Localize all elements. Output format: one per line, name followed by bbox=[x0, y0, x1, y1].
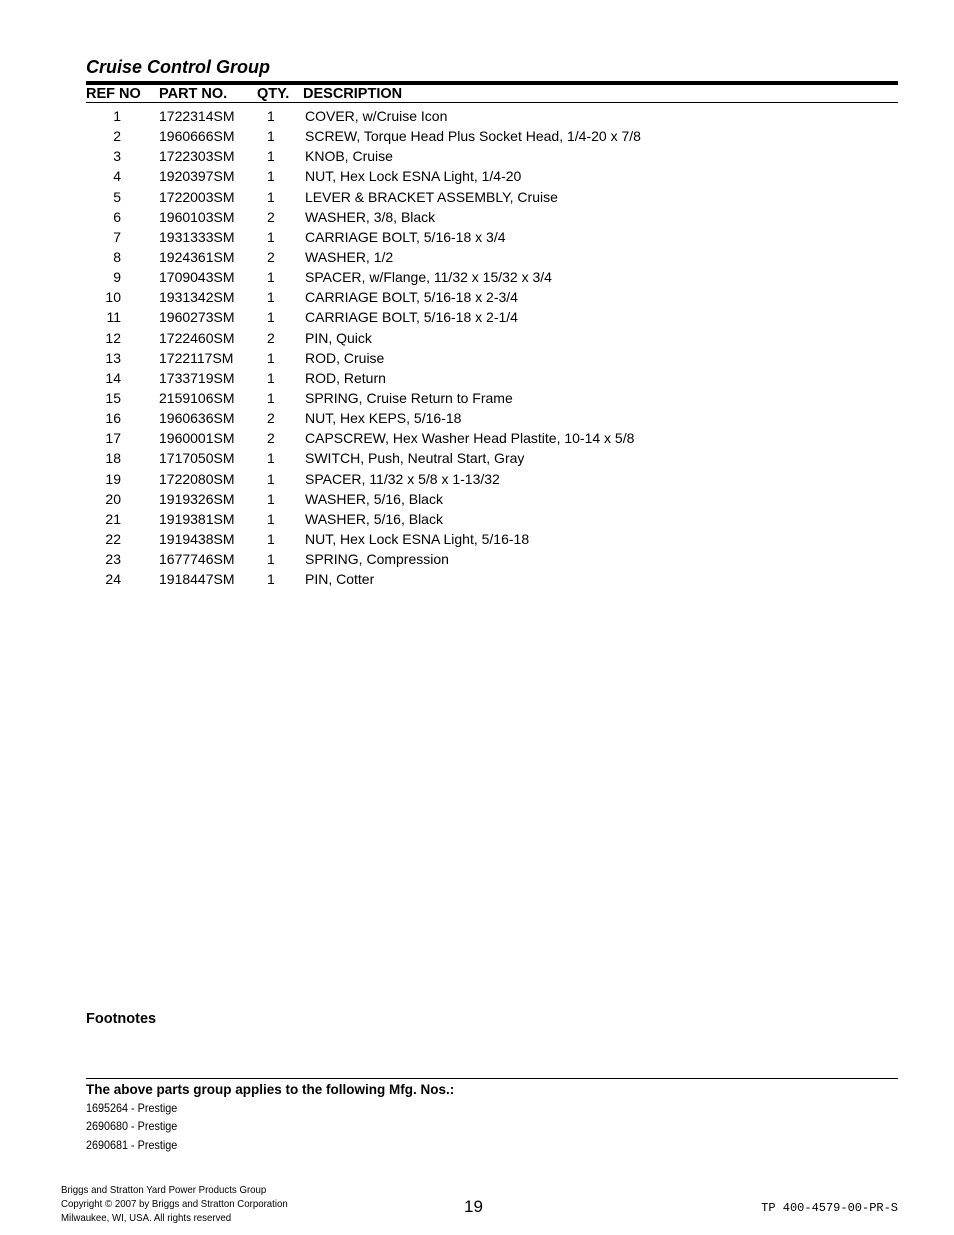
qty-cell: 2 bbox=[267, 430, 275, 447]
table-row bbox=[0, 529, 954, 549]
qty-cell: 1 bbox=[267, 269, 275, 286]
ref-no-cell: 12 bbox=[105, 329, 121, 346]
ref-no-cell: 4 bbox=[113, 168, 121, 185]
part-no-cell: 1920397SM bbox=[159, 168, 235, 185]
description-cell: PIN, Quick bbox=[305, 329, 372, 346]
table-row bbox=[0, 307, 954, 327]
part-no-cell: 1919438SM bbox=[159, 530, 235, 547]
parts-table bbox=[0, 106, 954, 589]
qty-cell: 1 bbox=[267, 148, 275, 165]
ref-no-cell: 5 bbox=[113, 188, 121, 205]
table-row bbox=[0, 126, 954, 146]
mfg-list bbox=[86, 1099, 187, 1154]
table-row bbox=[0, 509, 954, 529]
ref-no-cell: 3 bbox=[113, 148, 121, 165]
mfg-item: 1695264 - Prestige bbox=[86, 1101, 178, 1115]
ref-no-cell: 20 bbox=[105, 490, 121, 507]
description-cell: WASHER, 5/16, Black bbox=[305, 490, 443, 507]
qty-cell: 1 bbox=[267, 389, 275, 406]
table-row bbox=[0, 106, 954, 126]
description-cell: LEVER & BRACKET ASSEMBLY, Cruise bbox=[305, 188, 558, 205]
ref-no-cell: 9 bbox=[113, 269, 121, 286]
description-cell: SPACER, 11/32 x 5/8 x 1-13/32 bbox=[305, 470, 500, 487]
part-no-cell: 1919326SM bbox=[159, 490, 235, 507]
description-cell: SPRING, Compression bbox=[305, 551, 449, 568]
part-no-cell: 1722003SM bbox=[159, 188, 235, 205]
ref-no-cell: 19 bbox=[105, 470, 121, 487]
part-no-cell: 2159106SM bbox=[159, 389, 235, 406]
table-row bbox=[0, 247, 954, 267]
part-no-cell: 1919381SM bbox=[159, 510, 235, 527]
part-no-cell: 1717050SM bbox=[159, 450, 235, 467]
ref-no-cell: 21 bbox=[105, 510, 121, 527]
qty-cell: 1 bbox=[267, 168, 275, 185]
part-no-cell: 1960273SM bbox=[159, 309, 235, 326]
table-row bbox=[0, 368, 954, 388]
description-cell: SPACER, w/Flange, 11/32 x 15/32 x 3/4 bbox=[305, 269, 552, 286]
qty-cell: 1 bbox=[267, 369, 275, 386]
footer-company bbox=[61, 1183, 307, 1225]
table-row bbox=[0, 448, 954, 468]
qty-cell: 1 bbox=[267, 128, 275, 145]
qty-cell: 1 bbox=[267, 530, 275, 547]
qty-cell: 2 bbox=[267, 208, 275, 225]
part-no-cell: 1960636SM bbox=[159, 410, 235, 427]
table-row bbox=[0, 287, 954, 307]
ref-no-cell: 8 bbox=[113, 248, 121, 265]
description-cell: PIN, Cotter bbox=[305, 571, 375, 588]
qty-cell: 1 bbox=[267, 551, 275, 568]
ref-no-cell: 7 bbox=[113, 228, 121, 245]
qty-cell: 2 bbox=[267, 248, 275, 265]
qty-cell: 1 bbox=[267, 349, 275, 366]
description-cell: SPRING, Cruise Return to Frame bbox=[305, 389, 513, 406]
qty-cell: 1 bbox=[267, 108, 275, 124]
part-no-cell: 1931342SM bbox=[159, 289, 235, 306]
qty-cell: 1 bbox=[267, 510, 275, 527]
table-row bbox=[0, 187, 954, 207]
ref-no-cell: 24 bbox=[105, 571, 121, 588]
part-no-cell: 1931333SM bbox=[159, 228, 235, 245]
table-row bbox=[0, 166, 954, 186]
table-row bbox=[0, 469, 954, 489]
description-cell: COVER, w/Cruise Icon bbox=[305, 108, 448, 124]
ref-no-cell: 15 bbox=[105, 389, 121, 406]
description-cell: CARRIAGE BOLT, 5/16-18 x 2-3/4 bbox=[305, 289, 518, 306]
description-cell: NUT, Hex Lock ESNA Light, 1/4-20 bbox=[305, 168, 522, 185]
table-row bbox=[0, 328, 954, 348]
part-no-cell: 1733719SM bbox=[159, 369, 235, 386]
qty-cell: 1 bbox=[267, 470, 275, 487]
mfg-item: 2690680 - Prestige bbox=[86, 1119, 178, 1134]
mfg-item: 2690681 - Prestige bbox=[86, 1137, 178, 1152]
part-no-cell: 1960103SM bbox=[159, 208, 235, 225]
description-cell: ROD, Return bbox=[305, 369, 386, 386]
footer-line: Copyright © 2007 by Briggs and Stratton Corporation bbox=[61, 1198, 288, 1210]
ref-no-cell: 2 bbox=[113, 128, 121, 145]
table-row bbox=[0, 388, 954, 408]
ref-no-cell: 14 bbox=[105, 369, 121, 386]
ref-no-cell: 6 bbox=[113, 208, 121, 225]
document-code: TP 400-4579-00-PR-S bbox=[761, 1201, 898, 1215]
ref-no-cell: 22 bbox=[105, 530, 121, 547]
part-no-cell: 1722080SM bbox=[159, 470, 235, 487]
ref-no-cell: 13 bbox=[105, 349, 121, 366]
description-cell: WASHER, 3/8, Black bbox=[305, 208, 436, 225]
part-no-cell: 1722303SM bbox=[159, 148, 235, 165]
footer-line: Milwaukee, WI, USA. All rights reserved bbox=[61, 1212, 232, 1224]
qty-cell: 1 bbox=[267, 571, 275, 588]
table-row bbox=[0, 207, 954, 227]
qty-cell: 1 bbox=[267, 228, 275, 245]
ref-no-cell: 1 bbox=[113, 108, 121, 124]
description-cell: KNOB, Cruise bbox=[305, 148, 393, 165]
table-row bbox=[0, 428, 954, 448]
part-no-cell: 1722460SM bbox=[159, 329, 235, 346]
table-row bbox=[0, 569, 954, 589]
part-no-cell: 1924361SM bbox=[159, 248, 235, 265]
page-number: 19 bbox=[464, 1197, 483, 1216]
qty-cell: 1 bbox=[267, 309, 275, 326]
table-row bbox=[0, 549, 954, 569]
part-no-cell: 1677746SM bbox=[159, 551, 235, 568]
table-row bbox=[0, 146, 954, 166]
page-title: Cruise Control Group bbox=[86, 57, 270, 77]
header-qty: QTY. bbox=[257, 86, 290, 102]
description-cell: ROD, Cruise bbox=[305, 349, 385, 366]
ref-no-cell: 18 bbox=[105, 450, 121, 467]
ref-no-cell: 11 bbox=[106, 309, 121, 326]
qty-cell: 1 bbox=[267, 289, 275, 306]
header-ref-no: REF NO bbox=[86, 86, 141, 102]
ref-no-cell: 17 bbox=[105, 430, 121, 447]
table-row bbox=[0, 489, 954, 509]
header-part-no: PART NO. bbox=[159, 86, 228, 102]
footer-line: Briggs and Stratton Yard Power Products Group bbox=[61, 1184, 267, 1196]
part-no-cell: 1722117SM bbox=[159, 349, 234, 366]
part-no-cell: 1960001SM bbox=[159, 430, 235, 447]
qty-cell: 1 bbox=[267, 490, 275, 507]
table-row bbox=[0, 267, 954, 287]
description-cell: CARRIAGE BOLT, 5/16-18 x 2-1/4 bbox=[305, 309, 518, 326]
description-cell: WASHER, 5/16, Black bbox=[305, 510, 443, 527]
description-cell: NUT, Hex KEPS, 5/16-18 bbox=[305, 410, 462, 427]
part-no-cell: 1918447SM bbox=[159, 571, 235, 588]
ref-no-cell: 23 bbox=[105, 551, 121, 568]
description-cell: NUT, Hex Lock ESNA Light, 5/16-18 bbox=[305, 530, 530, 547]
part-no-cell: 1722314SM bbox=[159, 108, 235, 124]
ref-no-cell: 10 bbox=[105, 289, 121, 306]
qty-cell: 2 bbox=[267, 329, 275, 346]
ref-no-cell: 16 bbox=[105, 410, 121, 427]
description-cell: SCREW, Torque Head Plus Socket Head, 1/4-20 x 7/8 bbox=[305, 128, 641, 145]
qty-cell: 1 bbox=[267, 188, 275, 205]
part-no-cell: 1960666SM bbox=[159, 128, 235, 145]
footnotes-heading: Footnotes bbox=[86, 1011, 157, 1027]
header-rule bbox=[86, 102, 898, 103]
mfg-rule bbox=[86, 1078, 898, 1079]
table-row bbox=[0, 227, 954, 247]
description-cell: SWITCH, Push, Neutral Start, Gray bbox=[305, 450, 525, 467]
part-no-cell: 1709043SM bbox=[159, 269, 235, 286]
table-row bbox=[0, 408, 954, 428]
qty-cell: 1 bbox=[267, 450, 275, 467]
qty-cell: 2 bbox=[267, 410, 275, 427]
description-cell: CAPSCREW, Hex Washer Head Plastite, 10-14 x 5/8 bbox=[305, 430, 635, 447]
header-description: DESCRIPTION bbox=[303, 86, 403, 102]
title-rule bbox=[86, 81, 898, 85]
table-row bbox=[0, 348, 954, 368]
mfg-heading: The above parts group applies to the following Mfg. Nos.: bbox=[86, 1082, 455, 1097]
description-cell: CARRIAGE BOLT, 5/16-18 x 3/4 bbox=[305, 228, 506, 245]
description-cell: WASHER, 1/2 bbox=[305, 248, 394, 265]
